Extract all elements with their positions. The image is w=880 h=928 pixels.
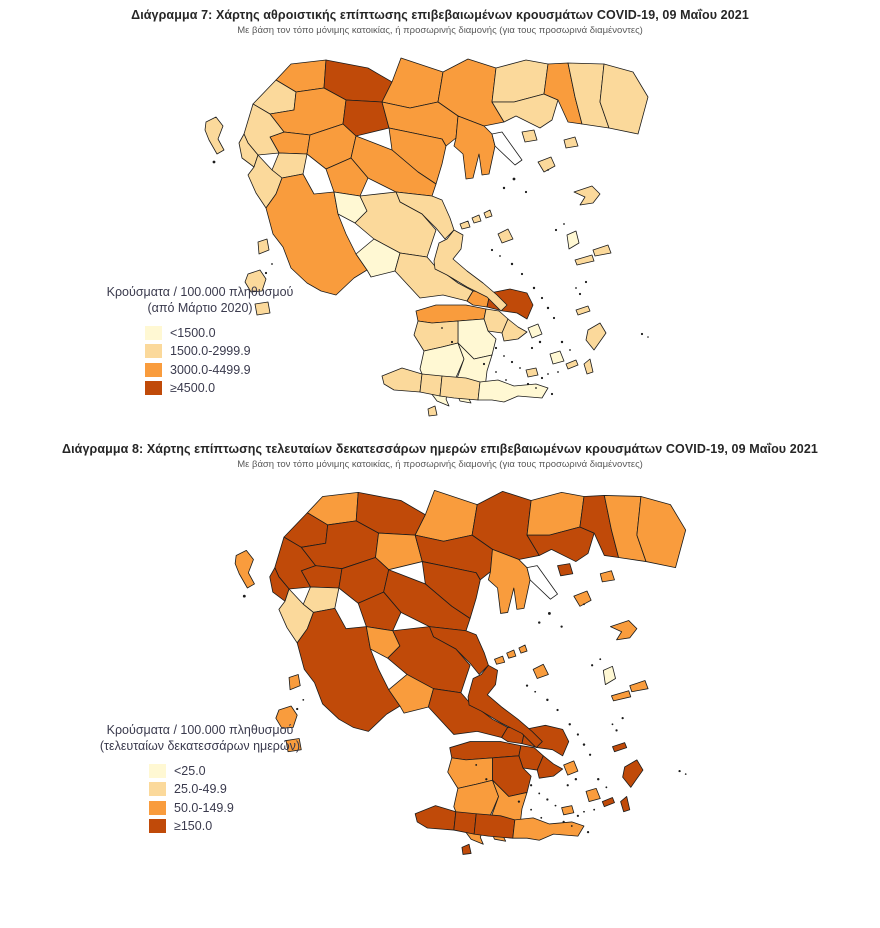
legend-label: 50.0-149.9 bbox=[174, 800, 234, 815]
region-sporades bbox=[494, 645, 527, 664]
islet-dot bbox=[503, 187, 505, 189]
region-samothraki bbox=[600, 571, 614, 582]
region-naxos bbox=[586, 788, 600, 801]
legend-swatch bbox=[145, 344, 162, 358]
legend-label: <1500.0 bbox=[170, 325, 216, 340]
islet-dot bbox=[531, 347, 533, 349]
region-chalkidiki bbox=[488, 549, 530, 613]
region-chania bbox=[382, 368, 422, 392]
region-rhodes bbox=[586, 323, 606, 350]
islet-dot bbox=[612, 723, 614, 725]
islet-dot bbox=[556, 709, 558, 711]
islet-dot bbox=[591, 664, 593, 666]
region-milos bbox=[562, 806, 574, 815]
figure2-subtitle: Με βάση τον τόπο μόνιμης κατοικίας, ή προσωρινής διαμονής (για τους προσωρινά διαμένοντες) bbox=[237, 459, 643, 470]
islet-dot bbox=[451, 341, 453, 343]
region-corfu bbox=[235, 550, 254, 588]
region-chios bbox=[567, 231, 579, 249]
legend-swatch bbox=[145, 381, 162, 395]
region-skyros bbox=[498, 229, 513, 243]
islet-dot bbox=[589, 754, 591, 756]
islet-dot bbox=[593, 809, 595, 811]
legend-label: 3000.0-4499.9 bbox=[170, 362, 251, 377]
islet-dot bbox=[271, 263, 273, 265]
legend-label: 25.0-49.9 bbox=[174, 782, 227, 797]
region-lefkada bbox=[258, 239, 269, 254]
legend-title bbox=[82, 722, 318, 755]
legend-swatch bbox=[149, 782, 166, 796]
region-evros bbox=[637, 496, 686, 567]
region-ikaria bbox=[611, 691, 630, 701]
region-lesbos bbox=[574, 186, 600, 205]
region-samothraki bbox=[564, 137, 578, 148]
islet-dot bbox=[563, 821, 565, 823]
islet-dot bbox=[535, 387, 537, 389]
region-kos bbox=[612, 743, 626, 752]
region-corfu bbox=[205, 117, 224, 154]
islet-dot bbox=[503, 355, 505, 357]
islet-dot bbox=[575, 287, 577, 289]
islet-dot bbox=[483, 363, 485, 365]
islet-dot bbox=[647, 336, 649, 338]
legend-label: 1500.0-2999.9 bbox=[170, 344, 251, 359]
legend-row bbox=[149, 762, 318, 781]
legend-label: ≥150.0 bbox=[174, 819, 213, 834]
legend-swatch bbox=[145, 363, 162, 377]
islet-dot bbox=[491, 249, 493, 251]
region-chania bbox=[415, 806, 456, 830]
islet-dot bbox=[547, 307, 549, 309]
region-lefkada bbox=[289, 674, 300, 689]
islet-dot bbox=[525, 191, 527, 193]
islet-dot bbox=[563, 223, 565, 225]
islet-dot bbox=[553, 317, 555, 319]
region-andros bbox=[564, 761, 578, 775]
region-kythira bbox=[428, 406, 437, 416]
figure2-title: Διάγραμμα 8: Χάρτης επίπτωσης τελευταίων δεκατεσσάρων ημερών επιβεβαιωμένων κρουσμάτων COVID-19, 09 Μαΐου 2021 bbox=[62, 442, 818, 456]
region-karpathos bbox=[621, 796, 630, 811]
region-athos bbox=[527, 566, 558, 600]
islet-dot bbox=[519, 367, 521, 369]
islet-dot bbox=[499, 255, 501, 257]
figure1-subtitle: Με βάση τον τόπο μόνιμης κατοικίας, ή προσωρινής διαμονής (για τους προσωρινά διαμένοντες) bbox=[237, 25, 643, 36]
islet-dot bbox=[571, 825, 573, 827]
islet-dot bbox=[485, 778, 487, 780]
region-lesbos bbox=[610, 621, 636, 640]
islet-dot bbox=[540, 817, 542, 819]
islet-dot bbox=[597, 778, 599, 780]
region-milos bbox=[526, 368, 538, 377]
legend-row bbox=[145, 361, 312, 380]
islet-dot bbox=[583, 603, 585, 605]
islet-dot bbox=[551, 393, 553, 395]
region-andros bbox=[528, 324, 542, 338]
region-naxos bbox=[550, 351, 564, 364]
islet-dot bbox=[622, 717, 624, 719]
legend-title-line1: Κρούσματα / 100.000 πληθυσμού bbox=[106, 285, 294, 299]
islet-dot bbox=[441, 327, 443, 329]
islet-dot bbox=[513, 178, 516, 181]
islet-dot bbox=[511, 263, 513, 265]
region-kos bbox=[576, 306, 590, 315]
legend-items bbox=[145, 324, 312, 398]
islet-dot bbox=[555, 229, 557, 231]
region-thasos bbox=[522, 130, 537, 142]
islet-dot bbox=[518, 800, 520, 802]
islet-dot bbox=[587, 831, 589, 833]
legend-title-line2: (από Μάρτιο 2020) bbox=[147, 301, 253, 316]
islet-dot bbox=[583, 811, 585, 813]
islet-dot bbox=[495, 347, 497, 349]
region-chios bbox=[603, 666, 615, 684]
region-kythira bbox=[462, 844, 471, 854]
legend-title-line2: (τελευταίων δεκατεσσάρων ημερών) bbox=[99, 739, 301, 754]
islet-dot bbox=[505, 379, 507, 381]
region-rethymno bbox=[420, 374, 442, 396]
islet-dot bbox=[533, 287, 535, 289]
islet-dot bbox=[560, 626, 562, 628]
islet-dot bbox=[569, 723, 571, 725]
region-amorgos bbox=[566, 360, 578, 369]
islet-dot bbox=[605, 786, 607, 788]
legend-swatch bbox=[149, 764, 166, 778]
islet-dot bbox=[567, 784, 569, 786]
region-karpathos bbox=[584, 359, 593, 374]
islet-dot bbox=[475, 764, 477, 766]
legend-items bbox=[149, 762, 318, 836]
islet-dot bbox=[243, 595, 246, 598]
islet-dot bbox=[541, 297, 543, 299]
region-samos bbox=[630, 681, 648, 692]
region-sporades bbox=[460, 210, 492, 229]
legend-row bbox=[145, 379, 312, 398]
islet-dot bbox=[521, 273, 523, 275]
islet-dot bbox=[579, 293, 581, 295]
islet-dot bbox=[530, 784, 532, 786]
islet-dot bbox=[546, 699, 548, 701]
islet-dot bbox=[585, 281, 587, 283]
islet-dot bbox=[539, 341, 541, 343]
region-lemnos bbox=[538, 157, 555, 172]
region-kilkis bbox=[382, 58, 443, 108]
islet-dot bbox=[685, 773, 687, 775]
legend-label: <25.0 bbox=[174, 763, 206, 778]
islet-dot bbox=[265, 272, 267, 274]
region-thasos bbox=[558, 564, 573, 576]
islet-dot bbox=[561, 341, 563, 343]
islet-dot bbox=[546, 798, 548, 800]
islet-dot bbox=[555, 805, 557, 807]
region-athos bbox=[492, 132, 522, 165]
islet-dot bbox=[548, 612, 551, 615]
islet-dot bbox=[599, 658, 601, 660]
islet-dot bbox=[302, 699, 304, 701]
legend-label: ≥4500.0 bbox=[170, 381, 216, 396]
islet-dot bbox=[541, 377, 543, 379]
islet-dot bbox=[583, 743, 585, 745]
region-amorgos bbox=[602, 798, 614, 807]
region-skyros bbox=[533, 664, 548, 678]
islet-dot bbox=[547, 373, 549, 375]
legend-14day bbox=[82, 722, 318, 836]
region-rhodes bbox=[623, 760, 643, 787]
islet-dot bbox=[678, 770, 680, 772]
islet-dot bbox=[296, 708, 298, 710]
islet-dot bbox=[557, 371, 559, 373]
region-lasithi bbox=[513, 818, 584, 840]
legend-swatch bbox=[145, 326, 162, 340]
islet-dot bbox=[213, 161, 216, 164]
region-lasithi bbox=[478, 380, 548, 402]
islet-dot bbox=[527, 383, 529, 385]
region-samos bbox=[593, 245, 611, 256]
legend-title-line1: Κρούσματα / 100.000 πληθυσμού bbox=[106, 723, 294, 737]
islet-dot bbox=[577, 733, 579, 735]
legend-swatch bbox=[149, 819, 166, 833]
legend-row bbox=[149, 817, 318, 836]
region-evros bbox=[600, 64, 648, 134]
islet-dot bbox=[495, 371, 497, 373]
legend-row bbox=[145, 342, 312, 361]
region-lemnos bbox=[574, 591, 591, 606]
legend-row bbox=[145, 324, 312, 343]
islet-dot bbox=[615, 729, 617, 731]
islet-dot bbox=[526, 685, 528, 687]
islet-dot bbox=[511, 361, 513, 363]
islet-dot bbox=[538, 793, 540, 795]
figure1-title: Διάγραμμα 7: Χάρτης αθροιστικής επίπτωσης επιβεβαιωμένων κρουσμάτων COVID-19, 09 Μαΐου 2021 bbox=[131, 8, 749, 22]
legend-swatch bbox=[149, 801, 166, 815]
region-rethymno bbox=[454, 812, 476, 834]
islet-dot bbox=[577, 815, 579, 817]
region-ikaria bbox=[575, 255, 594, 265]
region-kilkis bbox=[415, 490, 477, 541]
islet-dot bbox=[547, 169, 549, 171]
legend-cumulative bbox=[88, 284, 312, 398]
islet-dot bbox=[534, 691, 536, 693]
legend-row bbox=[149, 799, 318, 818]
legend-row bbox=[149, 780, 318, 799]
islet-dot bbox=[575, 778, 577, 780]
islet-dot bbox=[538, 621, 540, 623]
region-chalkidiki bbox=[454, 116, 495, 179]
legend-title bbox=[88, 284, 312, 317]
islet-dot bbox=[530, 809, 532, 811]
islet-dot bbox=[641, 333, 643, 335]
islet-dot bbox=[569, 349, 571, 351]
